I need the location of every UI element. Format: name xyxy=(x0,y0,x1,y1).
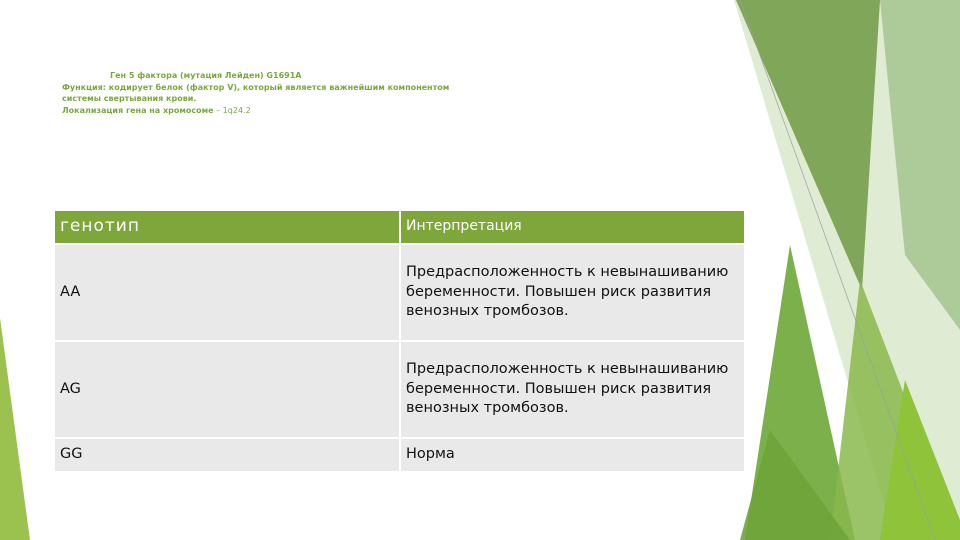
genotype-cell: GG xyxy=(55,438,400,471)
header-interpretation: Интерпретация xyxy=(400,211,744,244)
interpretation-cell: Норма xyxy=(400,438,744,471)
left-green-triangle xyxy=(0,318,30,540)
localization-label: Локализация гена на хромосоме xyxy=(62,105,214,115)
table-row xyxy=(55,438,744,471)
genotype-table xyxy=(55,211,744,471)
localization-value: – 1q24.2 xyxy=(213,105,251,115)
header-genotype: генотип xyxy=(55,211,400,244)
heading-localization xyxy=(62,105,482,117)
genotype-cell: AG xyxy=(55,341,400,438)
heading-function-text: Функция: кодирует белок (фактор V), который является важнейшим компонентом системы свертывания крови. xyxy=(62,82,450,103)
heading-gene-title: Ген 5 фактора (мутация Лейден) G1691A xyxy=(110,71,302,80)
table-header-row xyxy=(55,211,744,244)
interpretation-cell: Предрасположенность к невынашиванию беременности. Повышен риск развития венозных тромбозов. xyxy=(400,341,744,438)
slide-heading xyxy=(62,70,482,116)
table-row xyxy=(55,244,744,341)
interpretation-cell: Предрасположенность к невынашиванию беременности. Повышен риск развития венозных тромбозов. xyxy=(400,244,744,341)
table-row xyxy=(55,341,744,438)
genotype-cell: AA xyxy=(55,244,400,341)
